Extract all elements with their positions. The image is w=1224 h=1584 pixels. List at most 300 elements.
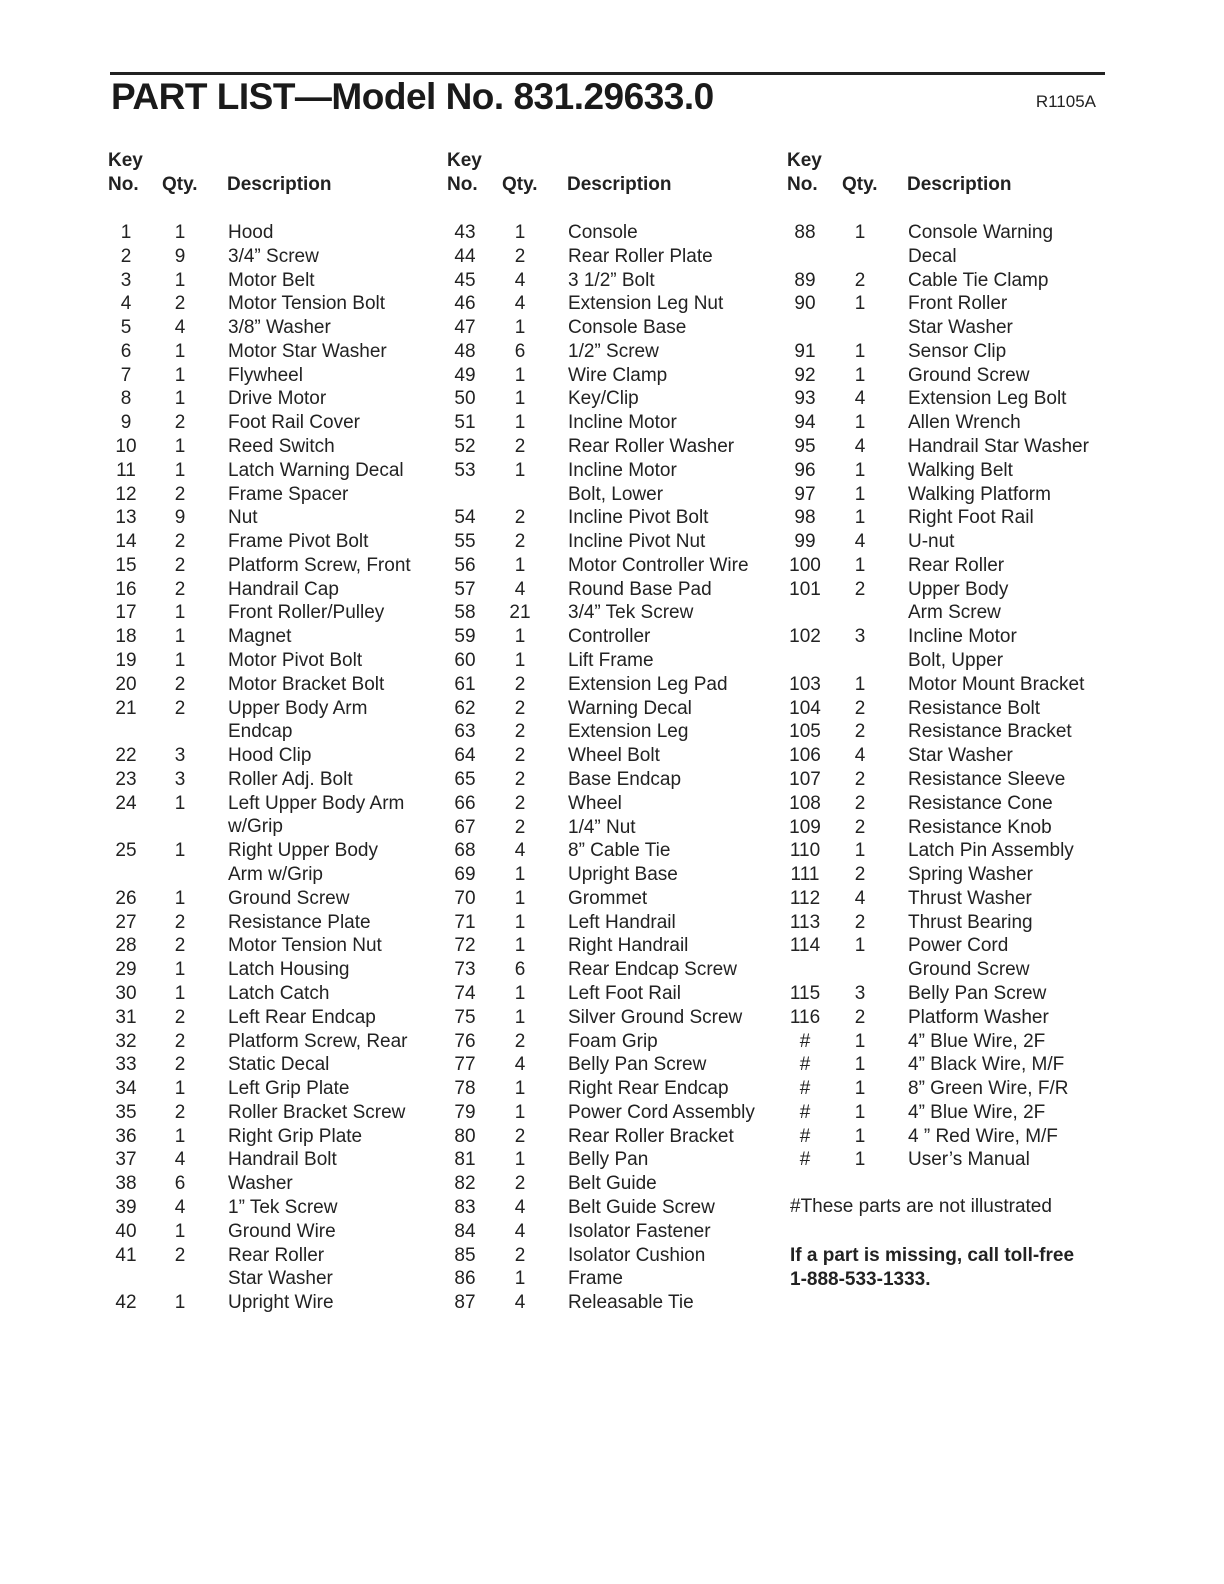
- description: Star Washer: [228, 1268, 333, 1290]
- qty: 1: [174, 388, 186, 410]
- key-no: 21: [115, 697, 137, 719]
- description: Arm Screw: [908, 602, 1001, 624]
- qty: 1: [514, 222, 526, 243]
- description: Right Handrail: [568, 935, 689, 957]
- key-no: 52: [454, 436, 476, 458]
- key-no: 49: [454, 364, 476, 386]
- description: Motor Belt: [228, 269, 315, 291]
- qty: 1: [514, 412, 526, 434]
- description: Flywheel: [228, 364, 303, 386]
- qty: 2: [514, 1125, 526, 1147]
- description: Latch Housing: [228, 959, 350, 981]
- qty: 4: [174, 1149, 186, 1171]
- description: 1/2” Screw: [568, 340, 659, 362]
- key-no: #: [799, 1149, 811, 1171]
- description: Extension Leg: [568, 721, 689, 743]
- qty: 2: [854, 816, 866, 838]
- description: Foot Rail Cover: [228, 412, 360, 434]
- key-no: 4: [120, 293, 132, 315]
- description: Static Decal: [228, 1054, 330, 1076]
- description: Resistance Bracket: [908, 721, 1072, 743]
- key-no: 71: [454, 911, 476, 933]
- key-no: 61: [454, 673, 476, 695]
- description: Right Upper Body: [228, 840, 378, 862]
- qty: 1: [174, 222, 186, 243]
- key-no: 56: [454, 554, 476, 576]
- qty: 1: [514, 317, 526, 339]
- description: Walking Belt: [908, 459, 1013, 481]
- key-no: 63: [454, 721, 476, 743]
- description: Round Base Pad: [568, 578, 712, 600]
- description: Resistance Bolt: [908, 697, 1041, 719]
- description: Power Cord: [908, 935, 1009, 957]
- qty: 2: [514, 673, 526, 695]
- qty: 1: [514, 864, 526, 886]
- key-no: 112: [789, 887, 821, 909]
- qty: 1: [514, 1078, 526, 1100]
- missing-part-contact: [790, 1244, 1074, 1292]
- key-no: 84: [454, 1220, 476, 1242]
- description: Motor Tension Bolt: [228, 293, 386, 315]
- qty: 2: [854, 792, 866, 814]
- key-no: 60: [454, 650, 476, 672]
- qty: 1: [174, 436, 186, 458]
- key-no: 17: [115, 602, 137, 624]
- qty: 2: [174, 1244, 186, 1266]
- key-no: 103: [789, 673, 821, 695]
- key-no: 68: [454, 840, 476, 862]
- qty: 6: [514, 959, 526, 981]
- key-no: 50: [454, 388, 476, 410]
- description: Ground Screw: [228, 887, 350, 909]
- key-no: 85: [454, 1244, 476, 1266]
- description: Decal: [908, 245, 957, 267]
- qty: 4: [514, 293, 526, 315]
- description: Handrail Bolt: [228, 1149, 337, 1171]
- key-no: 2: [120, 245, 132, 267]
- qty: 3: [174, 745, 186, 767]
- qty: 1: [854, 293, 866, 315]
- qty: 1: [514, 459, 526, 481]
- header-qty: Qty.: [842, 174, 878, 195]
- header-description: Description: [227, 174, 332, 195]
- description: Belly Pan Screw: [908, 982, 1047, 1004]
- description: 8” Green Wire, F/R: [908, 1078, 1069, 1100]
- qty: 1: [514, 982, 526, 1004]
- description: Washer: [228, 1173, 293, 1195]
- description: 1” Tek Screw: [228, 1196, 338, 1218]
- description: Incline Motor: [908, 626, 1017, 648]
- qty: 4: [514, 1292, 526, 1314]
- key-no: 101: [789, 578, 821, 600]
- description: Extension Leg Bolt: [908, 388, 1067, 410]
- qty: 2: [174, 697, 186, 719]
- qty: 1: [854, 1054, 866, 1076]
- key-no: 113: [789, 911, 821, 933]
- qty: 2: [514, 768, 526, 790]
- key-no: 98: [794, 507, 816, 529]
- description: Frame: [568, 1268, 623, 1290]
- description: Thrust Bearing: [908, 911, 1033, 933]
- qty: 1: [174, 269, 186, 291]
- qty: 4: [854, 531, 866, 553]
- description: Platform Washer: [908, 1006, 1049, 1028]
- description: U-nut: [908, 531, 955, 553]
- description: Motor Mount Bracket: [908, 673, 1085, 695]
- key-no: 64: [454, 745, 476, 767]
- description: 3 1/2” Bolt: [568, 269, 655, 291]
- description: Handrail Star Washer: [908, 436, 1089, 458]
- description: Releasable Tie: [568, 1292, 694, 1314]
- description: Hood Clip: [228, 745, 312, 767]
- key-no: 9: [120, 412, 132, 434]
- qty: 6: [514, 340, 526, 362]
- page-title: PART LIST—Model No. 831.29633.0: [111, 76, 714, 117]
- key-no: 109: [789, 816, 821, 838]
- key-no: 74: [454, 982, 476, 1004]
- qty: 2: [174, 673, 186, 695]
- description: Wheel: [568, 792, 622, 814]
- description: Wire Clamp: [568, 364, 668, 386]
- qty: 2: [174, 911, 186, 933]
- qty: 1: [514, 364, 526, 386]
- qty: 2: [514, 1030, 526, 1052]
- key-no: 38: [115, 1173, 137, 1195]
- qty: 2: [854, 578, 866, 600]
- key-no: 72: [454, 935, 476, 957]
- description: Console: [568, 222, 638, 243]
- description: Isolator Cushion: [568, 1244, 706, 1266]
- key-no: 59: [454, 626, 476, 648]
- description: Frame Spacer: [228, 483, 349, 505]
- key-no: 31: [115, 1006, 137, 1028]
- qty: 2: [514, 1173, 526, 1195]
- key-no: #: [799, 1054, 811, 1076]
- key-no: 65: [454, 768, 476, 790]
- key-no: 75: [454, 1006, 476, 1028]
- description: 4” Black Wire, M/F: [908, 1054, 1065, 1076]
- description: 4” Blue Wire, 2F: [908, 1101, 1046, 1123]
- description: Resistance Knob: [908, 816, 1052, 838]
- title-rule: [110, 72, 1105, 75]
- qty: 4: [854, 436, 866, 458]
- qty: 1: [174, 887, 186, 909]
- description: Power Cord Assembly: [568, 1101, 755, 1123]
- qty: 6: [174, 1173, 186, 1195]
- qty: 1: [514, 887, 526, 909]
- key-no: 30: [115, 982, 137, 1004]
- header-qty: Qty.: [162, 174, 198, 195]
- key-no: 53: [454, 459, 476, 481]
- qty: 2: [514, 245, 526, 267]
- key-no: 43: [454, 222, 476, 243]
- description: Bolt, Upper: [908, 650, 1004, 672]
- key-no: 81: [454, 1149, 476, 1171]
- description: Reed Switch: [228, 436, 335, 458]
- qty: 1: [514, 935, 526, 957]
- qty: 1: [514, 911, 526, 933]
- description: Right Foot Rail: [908, 507, 1034, 529]
- qty: 1: [174, 1078, 186, 1100]
- key-no: 93: [794, 388, 816, 410]
- description: Cable Tie Clamp: [908, 269, 1049, 291]
- qty: 2: [174, 293, 186, 315]
- qty: 2: [514, 436, 526, 458]
- qty: 1: [514, 1101, 526, 1123]
- key-no: #: [799, 1101, 811, 1123]
- qty: 1: [174, 364, 186, 386]
- not-illustrated-note: #These parts are not illustrated: [790, 1196, 1052, 1217]
- key-no: 86: [454, 1268, 476, 1290]
- description: Left Handrail: [568, 911, 676, 933]
- key-no: 18: [115, 626, 137, 648]
- qty: 9: [174, 245, 186, 267]
- key-no: 45: [454, 269, 476, 291]
- qty: 4: [854, 388, 866, 410]
- description: Ground Screw: [908, 959, 1030, 981]
- description: w/Grip: [228, 816, 283, 838]
- description: Lift Frame: [568, 650, 654, 672]
- description: Latch Catch: [228, 982, 330, 1004]
- qty: 1: [514, 1268, 526, 1290]
- description: Allen Wrench: [908, 412, 1021, 434]
- qty: 1: [174, 340, 186, 362]
- key-no: 15: [115, 554, 137, 576]
- description: 1/4” Nut: [568, 816, 636, 838]
- qty: 1: [854, 1078, 866, 1100]
- key-no: 23: [115, 768, 137, 790]
- qty: 1: [854, 1149, 866, 1171]
- key-no: 104: [789, 697, 821, 719]
- description: Handrail Cap: [228, 578, 339, 600]
- key-no: 44: [454, 245, 476, 267]
- description: Platform Screw, Rear: [228, 1030, 408, 1052]
- qty: 2: [514, 745, 526, 767]
- key-no: 28: [115, 935, 137, 957]
- key-no: 58: [454, 602, 476, 624]
- key-no: 116: [789, 1006, 821, 1028]
- qty: 2: [174, 412, 186, 434]
- description: User’s Manual: [908, 1149, 1030, 1171]
- description: Console Base: [568, 317, 687, 339]
- description: Left Rear Endcap: [228, 1006, 376, 1028]
- qty: 2: [854, 269, 866, 291]
- description: Grommet: [568, 887, 648, 909]
- description: Motor Controller Wire: [568, 554, 749, 576]
- qty: 2: [174, 1030, 186, 1052]
- key-no: 92: [794, 364, 816, 386]
- description: Upper Body Arm: [228, 697, 368, 719]
- qty: 4: [514, 578, 526, 600]
- description: Incline Motor: [568, 459, 677, 481]
- description: Roller Bracket Screw: [228, 1101, 406, 1123]
- key-no: 90: [794, 293, 816, 315]
- key-no: 96: [794, 459, 816, 481]
- description: Base Endcap: [568, 768, 682, 790]
- qty: 1: [174, 602, 186, 624]
- description: Belt Guide: [568, 1173, 657, 1195]
- key-no: 114: [789, 935, 821, 957]
- qty: 1: [514, 626, 526, 648]
- qty: 1: [854, 1101, 866, 1123]
- description: Motor Bracket Bolt: [228, 673, 385, 695]
- header-key: Key: [787, 150, 822, 171]
- description: Motor Tension Nut: [228, 935, 382, 957]
- description: Endcap: [228, 721, 293, 743]
- description: 4 ” Red Wire, M/F: [908, 1125, 1058, 1147]
- description: Ground Wire: [228, 1220, 336, 1242]
- description: Sensor Clip: [908, 340, 1007, 362]
- header-description: Description: [907, 174, 1012, 195]
- description: Controller: [568, 626, 651, 648]
- qty: 1: [854, 364, 866, 386]
- key-no: 108: [789, 792, 821, 814]
- qty: 1: [854, 1030, 866, 1052]
- description: Incline Pivot Nut: [568, 531, 706, 553]
- qty: 1: [174, 1220, 186, 1242]
- qty: 1: [514, 388, 526, 410]
- description: Front Roller: [908, 293, 1008, 315]
- description: Belly Pan: [568, 1149, 649, 1171]
- key-no: 70: [454, 887, 476, 909]
- key-no: 20: [115, 673, 137, 695]
- key-no: 105: [789, 721, 821, 743]
- key-no: 79: [454, 1101, 476, 1123]
- key-no: 115: [789, 982, 821, 1004]
- description: Star Washer: [908, 745, 1013, 767]
- qty: 1: [854, 673, 866, 695]
- qty: 1: [174, 840, 186, 862]
- qty: 1: [854, 412, 866, 434]
- contact-phone: 1-888-533-1333.: [790, 1269, 931, 1290]
- key-no: 35: [115, 1101, 137, 1123]
- qty: 2: [514, 721, 526, 743]
- description: Silver Ground Screw: [568, 1006, 743, 1028]
- key-no: 100: [789, 554, 821, 576]
- description: Motor Pivot Bolt: [228, 650, 363, 672]
- key-no: 106: [789, 745, 821, 767]
- description: Left Foot Rail: [568, 982, 681, 1004]
- qty: 1: [174, 982, 186, 1004]
- description: Roller Adj. Bolt: [228, 768, 353, 790]
- key-no: 77: [454, 1054, 476, 1076]
- description: Belly Pan Screw: [568, 1054, 707, 1076]
- qty: 4: [514, 1196, 526, 1218]
- qty: 1: [174, 626, 186, 648]
- key-no: 97: [794, 483, 816, 505]
- qty: 2: [174, 483, 186, 505]
- key-no: 8: [120, 388, 132, 410]
- qty: 2: [854, 697, 866, 719]
- description: Resistance Sleeve: [908, 768, 1066, 790]
- key-no: 19: [115, 650, 137, 672]
- header-key: Key: [447, 150, 482, 171]
- qty: 2: [854, 768, 866, 790]
- qty: 3: [174, 768, 186, 790]
- description: Belt Guide Screw: [568, 1196, 715, 1218]
- qty: 1: [854, 483, 866, 505]
- key-no: 67: [454, 816, 476, 838]
- description: Resistance Cone: [908, 792, 1053, 814]
- qty: 2: [854, 911, 866, 933]
- description: Magnet: [228, 626, 292, 648]
- qty: 1: [514, 554, 526, 576]
- description: Nut: [228, 507, 258, 529]
- key-no: 22: [115, 745, 137, 767]
- key-no: 110: [789, 840, 821, 862]
- qty: 1: [514, 1149, 526, 1171]
- description: Upright Wire: [228, 1292, 334, 1314]
- qty: 2: [854, 1006, 866, 1028]
- description: Incline Pivot Bolt: [568, 507, 709, 529]
- key-no: 83: [454, 1196, 476, 1218]
- description: Latch Warning Decal: [228, 459, 404, 481]
- qty: 4: [514, 840, 526, 862]
- description: Foam Grip: [568, 1030, 658, 1052]
- description: 4” Blue Wire, 2F: [908, 1030, 1046, 1052]
- qty: 2: [854, 721, 866, 743]
- description: Extension Leg Nut: [568, 293, 724, 315]
- key-no: 82: [454, 1173, 476, 1195]
- key-no: 57: [454, 578, 476, 600]
- qty: 1: [854, 459, 866, 481]
- qty: 1: [174, 1292, 186, 1314]
- description: Rear Roller: [908, 554, 1005, 576]
- description: Platform Screw, Front: [228, 554, 411, 576]
- key-no: 41: [115, 1244, 137, 1266]
- description: Warning Decal: [568, 697, 692, 719]
- key-no: 51: [454, 412, 476, 434]
- qty: 4: [174, 317, 186, 339]
- qty: 2: [854, 864, 866, 886]
- qty: 3: [854, 626, 866, 648]
- qty: 9: [174, 507, 186, 529]
- qty: 4: [174, 1196, 186, 1218]
- qty: 21: [509, 602, 531, 624]
- description: Bolt, Lower: [568, 483, 664, 505]
- key-no: 80: [454, 1125, 476, 1147]
- qty: 1: [514, 1006, 526, 1028]
- key-no: 6: [120, 340, 132, 362]
- key-no: 29: [115, 959, 137, 981]
- key-no: 48: [454, 340, 476, 362]
- qty: 4: [514, 1054, 526, 1076]
- header-key: Key: [108, 150, 143, 171]
- key-no: 11: [116, 459, 136, 481]
- description: 8” Cable Tie: [568, 840, 671, 862]
- description: Ground Screw: [908, 364, 1030, 386]
- description: Front Roller/Pulley: [228, 602, 385, 624]
- key-no: #: [799, 1030, 811, 1052]
- key-no: 69: [454, 864, 476, 886]
- key-no: 5: [120, 317, 132, 339]
- key-no: 73: [454, 959, 476, 981]
- key-no: 25: [115, 840, 137, 862]
- key-no: 10: [115, 436, 137, 458]
- description: Motor Star Washer: [228, 340, 387, 362]
- description: Hood: [228, 222, 274, 243]
- key-no: 66: [454, 792, 476, 814]
- qty: 1: [854, 840, 866, 862]
- qty: 4: [854, 887, 866, 909]
- key-no: 111: [790, 864, 820, 886]
- qty: 2: [174, 554, 186, 576]
- description: Right Grip Plate: [228, 1125, 363, 1147]
- qty: 2: [514, 507, 526, 529]
- key-no: 40: [115, 1220, 137, 1242]
- header-description: Description: [567, 174, 672, 195]
- qty: 4: [514, 1220, 526, 1242]
